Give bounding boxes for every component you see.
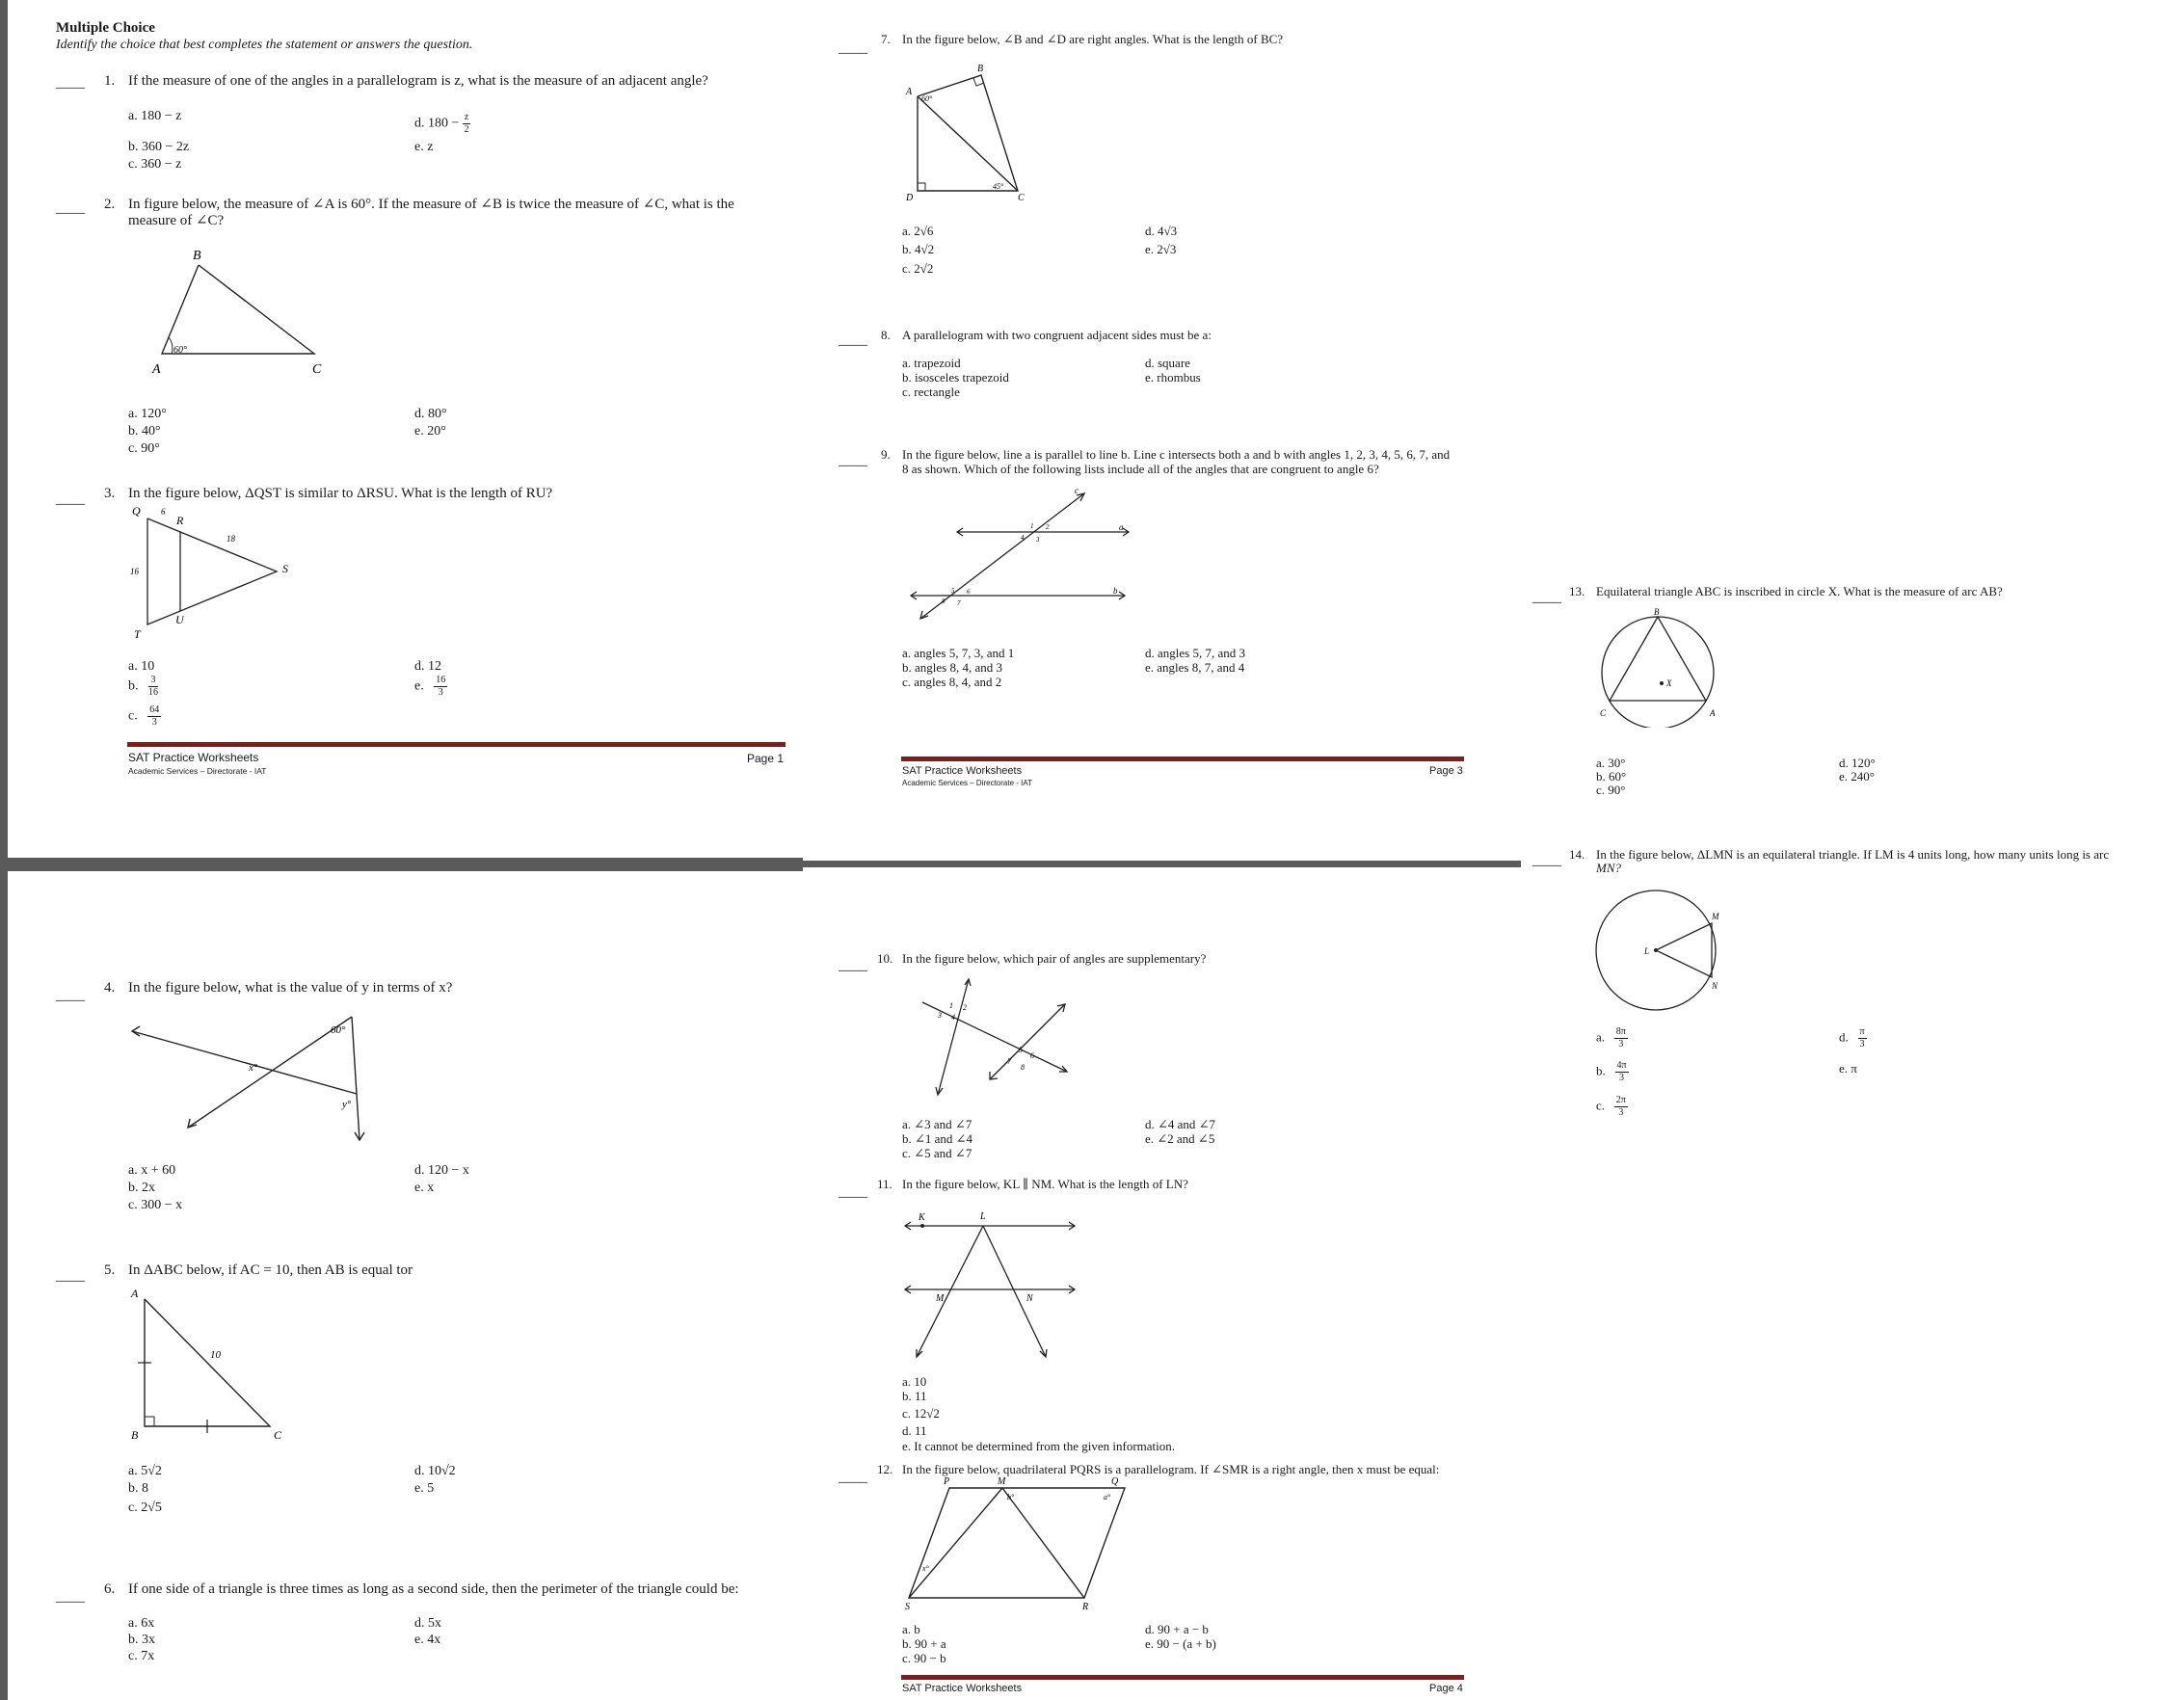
answer-blank[interactable]: ____ bbox=[839, 453, 867, 468]
choice-d[interactable]: d. 120 − x bbox=[414, 1163, 469, 1178]
angles-figure-q4 bbox=[120, 1007, 381, 1161]
question-text: If the measure of one of the angles in a parallelogram is z, what is the measure of an adjacent angle? bbox=[128, 73, 708, 89]
label-A: A bbox=[1710, 708, 1716, 718]
question-text: In the figure below, which pair of angles are supplementary? bbox=[902, 951, 1207, 966]
choice-c[interactable]: c. rectangle bbox=[902, 385, 960, 399]
inscribed-triangle-figure bbox=[1590, 607, 1725, 728]
question-text-cont: 8 as shown. Which of the following lists include all of the angles that are congruent to angle 6? bbox=[902, 462, 1379, 476]
question-number: 8. bbox=[881, 328, 891, 342]
choice-b[interactable]: b. ∠1 and ∠4 bbox=[902, 1131, 973, 1146]
choice-d[interactable]: d. 4√3 bbox=[1145, 224, 1178, 238]
question-number: 7. bbox=[881, 32, 891, 46]
choice-d[interactable]: d. 80° bbox=[414, 407, 447, 421]
angle-y: y° bbox=[342, 1099, 352, 1110]
answer-blank[interactable]: ____ bbox=[839, 1184, 867, 1200]
angle-1: 1 bbox=[949, 1001, 953, 1010]
choice-b[interactable]: b. 360 − 2z bbox=[128, 140, 190, 154]
choice-a[interactable]: a. 2√6 bbox=[902, 224, 934, 238]
triangle-figure-q2 bbox=[145, 246, 337, 381]
label-X: X bbox=[1666, 678, 1672, 688]
label-C: C bbox=[312, 362, 322, 377]
choice-c[interactable]: c. 360 − z bbox=[128, 157, 182, 172]
label-U: U bbox=[175, 613, 184, 626]
angle-5: 5 bbox=[951, 587, 955, 595]
angle-1: 1 bbox=[1030, 522, 1034, 530]
footer-subtitle: Academic Services – Directorate - IAT bbox=[902, 779, 1033, 787]
choice-d[interactable]: d. 5x bbox=[414, 1616, 441, 1631]
choice-b[interactable]: b. isosceles trapezoid bbox=[902, 370, 1009, 385]
label-line-c: c bbox=[1075, 486, 1079, 495]
choice-c[interactable]: c. 90° bbox=[1596, 783, 1626, 797]
angle-3: 3 bbox=[938, 1011, 942, 1020]
footer-title: SAT Practice Worksheets bbox=[902, 1683, 1023, 1694]
fraction: $\frac{3}{16}$ bbox=[148, 675, 158, 698]
answer-blank[interactable]: ____ bbox=[56, 1589, 85, 1605]
label-M: M bbox=[1712, 912, 1719, 921]
choice-d[interactable]: d. square bbox=[1145, 356, 1190, 370]
angle-6: 6 bbox=[1030, 1051, 1034, 1060]
label-B: B bbox=[977, 64, 984, 74]
length-16: 16 bbox=[130, 567, 139, 576]
fraction: $\frac{16}{3}$ bbox=[436, 675, 446, 698]
label-Q: Q bbox=[1111, 1476, 1119, 1487]
angle-2: 2 bbox=[963, 1003, 967, 1012]
choice-b[interactable]: b. 90 + a bbox=[902, 1636, 946, 1651]
choice-e[interactable]: e. rhombus bbox=[1145, 370, 1201, 385]
choice-a[interactable]: a. x + 60 bbox=[128, 1163, 176, 1178]
question-text-cont: measure of ∠C? bbox=[128, 213, 225, 228]
question-number: 10. bbox=[877, 951, 893, 966]
choice-d[interactable] bbox=[414, 112, 470, 136]
question-text: In ΔABC below, if AC = 10, then AB is equal tor bbox=[128, 1262, 413, 1278]
fraction: $\frac{\pi}{3}$ bbox=[1859, 1026, 1865, 1049]
answer-blank[interactable]: ____ bbox=[839, 958, 867, 973]
angle-8: 8 bbox=[1021, 1063, 1025, 1072]
label-N: N bbox=[1712, 981, 1718, 991]
page-separator-right bbox=[803, 861, 1521, 867]
choice-b[interactable]: b. 11 bbox=[902, 1389, 927, 1403]
choice-e[interactable]: e. π bbox=[1839, 1061, 1857, 1076]
choice-e[interactable]: e. ∠2 and ∠5 bbox=[1145, 1131, 1215, 1146]
choice-a[interactable]: a. trapezoid bbox=[902, 356, 961, 370]
choice-a[interactable]: a. angles 5, 7, 3, and 1 bbox=[902, 646, 1015, 660]
question-number: 6. bbox=[104, 1581, 116, 1597]
choice-a[interactable]: a. 30° bbox=[1596, 756, 1626, 770]
question-number: 12. bbox=[877, 1462, 893, 1476]
label-K: K bbox=[919, 1212, 925, 1223]
angle-45: 45° bbox=[993, 182, 1004, 191]
choice-c[interactable]: c. 300 − x bbox=[128, 1198, 183, 1212]
page-left-edge-lower bbox=[0, 869, 8, 1700]
choice-d[interactable]: d. ∠4 and ∠7 bbox=[1145, 1117, 1216, 1131]
question-text: In the figure below, ΔLMN is an equilateral triangle. If LM is 4 units long, how many units long is arc bbox=[1596, 847, 2110, 862]
angle-3: 3 bbox=[1036, 536, 1040, 544]
choice-a[interactable]: a. $\frac{8\pi}{3}$ bbox=[1596, 1026, 1626, 1049]
choice-b[interactable]: b. 40° bbox=[128, 424, 161, 438]
angle-6: 6 bbox=[967, 588, 971, 596]
choice-e[interactable]: e. 240° bbox=[1839, 769, 1875, 784]
choice-e[interactable]: e. 4x bbox=[414, 1633, 441, 1647]
choice-e[interactable]: e. 90 − (a + b) bbox=[1145, 1636, 1216, 1651]
label-D: D bbox=[906, 193, 914, 203]
footer-subtitle: Academic Services – Directorate - IAT bbox=[128, 766, 267, 776]
choice-d[interactable]: d. $\frac{\pi}{3}$ bbox=[1839, 1026, 1865, 1049]
parallel-lines-figure-q11 bbox=[901, 1205, 1094, 1368]
label-B: B bbox=[1654, 607, 1660, 617]
answer-blank[interactable]: ____ bbox=[56, 491, 85, 507]
choice-d[interactable]: d. 120° bbox=[1839, 756, 1876, 770]
footer-rule bbox=[901, 1675, 1464, 1680]
choice-b[interactable]: b. $\frac{4\pi}{3}$ bbox=[1596, 1060, 1627, 1083]
parallelogram-figure-q12 bbox=[901, 1474, 1142, 1609]
label-N: N bbox=[1026, 1293, 1033, 1304]
answer-blank[interactable]: ____ bbox=[839, 332, 867, 348]
label-line-b: b bbox=[1113, 586, 1118, 596]
angle-7: 7 bbox=[1007, 1057, 1011, 1066]
choice-b[interactable]: b. 3x bbox=[128, 1633, 155, 1647]
footer-page: Page 3 bbox=[1429, 765, 1463, 777]
answer-blank[interactable]: ____ bbox=[56, 1268, 85, 1284]
footer-page: Page 4 bbox=[1429, 1683, 1463, 1694]
question-text: In the figure below, what is the value of y in terms of x? bbox=[128, 980, 453, 996]
answer-blank[interactable]: ____ bbox=[1532, 590, 1561, 605]
question-text: In the figure below, KL ∥ NM. What is the length of LN? bbox=[902, 1177, 1188, 1191]
choice-e[interactable]: e. 2√3 bbox=[1145, 242, 1177, 256]
label-M: M bbox=[998, 1476, 1006, 1487]
choice-d-label: d. 180 − bbox=[414, 116, 460, 131]
choice-a[interactable]: a. 10 bbox=[902, 1374, 927, 1389]
question-text: In the figure below, line a is parallel to line b. Line c intersects both a and b with angles 1, 2, 3, 4, 5, 6, 7, and bbox=[902, 447, 1451, 462]
section-title: Multiple Choice bbox=[56, 20, 155, 36]
label-A: A bbox=[906, 87, 913, 97]
question-number: 4. bbox=[104, 980, 116, 996]
instructions: Identify the choice that best completes the statement or answers the question. bbox=[56, 38, 473, 52]
answer-blank[interactable]: ____ bbox=[839, 40, 867, 56]
fraction: $\frac{64}{3}$ bbox=[149, 704, 160, 728]
question-number: 13. bbox=[1569, 584, 1585, 598]
angle-60: 60° bbox=[331, 1024, 346, 1036]
choice-a[interactable]: a. 6x bbox=[128, 1616, 155, 1631]
question-number: 9. bbox=[881, 447, 891, 462]
choice-e[interactable]: e. z bbox=[414, 140, 434, 154]
question-number: 3. bbox=[104, 486, 116, 501]
fraction: $\frac{4\pi}{3}$ bbox=[1616, 1060, 1627, 1083]
choice-c[interactable]: c. 90 − b bbox=[902, 1651, 946, 1665]
label-P: P bbox=[944, 1476, 950, 1487]
angle-label: 60° bbox=[173, 345, 187, 356]
question-text: A parallelogram with two congruent adjacent sides must be a: bbox=[902, 328, 1212, 342]
label-L: L bbox=[1644, 946, 1650, 956]
choice-d[interactable]: d. 12 bbox=[414, 659, 441, 674]
question-number: 14. bbox=[1569, 847, 1585, 862]
choice-c[interactable]: c. $\frac{2\pi}{3}$ bbox=[1596, 1095, 1626, 1118]
choice-b[interactable]: b. 8 bbox=[128, 1481, 148, 1496]
length-18: 18 bbox=[226, 534, 235, 544]
footer-title: SAT Practice Worksheets bbox=[128, 751, 259, 764]
choice-b[interactable]: b. 4√2 bbox=[902, 242, 935, 256]
choice-a[interactable]: a. ∠3 and ∠7 bbox=[902, 1117, 972, 1131]
label-T: T bbox=[134, 627, 141, 641]
label-S: S bbox=[282, 562, 288, 575]
footer-rule bbox=[901, 757, 1464, 761]
circle-sector-figure bbox=[1590, 885, 1725, 1015]
choice-d[interactable]: d. 10√2 bbox=[414, 1464, 456, 1478]
choice-e[interactable]: e. It cannot be determined from the given information. bbox=[902, 1439, 1176, 1453]
question-number: 2. bbox=[104, 197, 116, 212]
choice-c[interactable]: c. 90° bbox=[128, 441, 160, 456]
angle-a: a° bbox=[1104, 1493, 1111, 1501]
angle-8: 8 bbox=[942, 598, 946, 605]
angle-x: x° bbox=[922, 1564, 929, 1573]
choice-c[interactable]: c. 2√5 bbox=[128, 1501, 162, 1515]
label-B: B bbox=[131, 1428, 139, 1441]
label-B: B bbox=[193, 249, 201, 263]
angle-2: 2 bbox=[1046, 523, 1050, 531]
angle-x: x° bbox=[249, 1062, 258, 1074]
answer-blank[interactable]: ____ bbox=[839, 1470, 867, 1485]
choice-e[interactable]: e. x bbox=[414, 1181, 435, 1195]
page-left-edge bbox=[0, 0, 8, 860]
answer-blank[interactable]: ____ bbox=[1532, 853, 1561, 868]
answer-blank[interactable]: ____ bbox=[56, 75, 85, 91]
footer-rule bbox=[127, 742, 786, 747]
choice-e[interactable]: e. angles 8, 7, and 4 bbox=[1145, 660, 1245, 675]
question-number: 5. bbox=[104, 1262, 116, 1278]
fraction: $\frac{8\pi}{3}$ bbox=[1615, 1026, 1626, 1049]
choice-b[interactable]: b. 2x bbox=[128, 1181, 155, 1195]
right-triangle-figure-q5 bbox=[125, 1282, 299, 1441]
angle-5: 5 bbox=[1019, 1046, 1023, 1054]
fraction: $\frac{z}{2}$ bbox=[464, 112, 469, 135]
quadrilateral-figure-q7 bbox=[896, 56, 1031, 210]
angle-4: 4 bbox=[951, 1013, 955, 1022]
choice-a[interactable]: a. 180 − z bbox=[128, 109, 182, 123]
transversal-figure-q10 bbox=[901, 971, 1084, 1106]
choice-a[interactable]: a. 10 bbox=[128, 659, 155, 674]
choice-e[interactable]: e. $\frac{16}{3}$ bbox=[414, 675, 446, 698]
angle-b: b° bbox=[1007, 1493, 1015, 1501]
question-text: Equilateral triangle ABC is inscribed in circle X. What is the measure of arc AB? bbox=[1596, 584, 2003, 598]
choice-c[interactable]: c. ∠5 and ∠7 bbox=[902, 1146, 972, 1160]
label-C: C bbox=[1018, 193, 1025, 203]
choice-c[interactable]: c. $\frac{64}{3}$ bbox=[128, 704, 160, 728]
choice-b[interactable]: b. $\frac{3}{16}$ bbox=[128, 675, 158, 698]
length-6: 6 bbox=[161, 507, 166, 517]
choice-d[interactable]: d. 11 bbox=[902, 1423, 927, 1438]
question-text: In the figure below, quadrilateral PQRS is a parallelogram. If ∠SMR is a right angle, then x must be equal: bbox=[902, 1462, 1440, 1476]
parallel-lines-figure-q9 bbox=[901, 482, 1132, 626]
page-separator bbox=[0, 858, 803, 871]
question-text: In the figure below, ΔQST is similar to ΔRSU. What is the length of RU? bbox=[128, 486, 553, 501]
label-L: L bbox=[980, 1211, 986, 1222]
footer-page: Page 1 bbox=[747, 752, 785, 765]
question-number: 1. bbox=[104, 73, 116, 89]
footer-title: SAT Practice Worksheets bbox=[902, 765, 1023, 777]
angle-4: 4 bbox=[1021, 534, 1025, 542]
choice-b[interactable]: b. angles 8, 4, and 3 bbox=[902, 660, 1002, 675]
choice-b[interactable]: b. 60° bbox=[1596, 769, 1627, 784]
label-C: C bbox=[274, 1428, 282, 1441]
label-R: R bbox=[1082, 1602, 1089, 1609]
question-text-cont: MN? bbox=[1596, 861, 1621, 875]
angle-7: 7 bbox=[957, 599, 961, 607]
question-text: In figure below, the measure of ∠A is 60°. If the measure of ∠B is twice the measure of ∠C, what is the bbox=[128, 197, 734, 212]
question-text: In the figure below, ∠B and ∠D are right angles. What is the length of BC? bbox=[902, 32, 1284, 46]
label-A: A bbox=[152, 362, 161, 377]
choice-d[interactable]: d. 90 + a − b bbox=[1145, 1622, 1209, 1636]
label-C: C bbox=[1600, 708, 1607, 718]
choice-d[interactable]: d. angles 5, 7, and 3 bbox=[1145, 646, 1245, 660]
answer-blank[interactable]: ____ bbox=[56, 988, 85, 1003]
label-Q: Q bbox=[132, 504, 141, 518]
label-A: A bbox=[131, 1287, 139, 1300]
choice-a[interactable]: a. 120° bbox=[128, 407, 167, 421]
choice-e[interactable]: e. 20° bbox=[414, 424, 446, 438]
choice-c[interactable]: c. 2√2 bbox=[902, 261, 934, 276]
choice-c[interactable]: c. 12√2 bbox=[902, 1406, 940, 1421]
question-text: If one side of a triangle is three times as long as a second side, then the perimeter of the triangle could be: bbox=[128, 1581, 739, 1597]
label-M: M bbox=[936, 1293, 945, 1304]
choice-e[interactable]: e. 5 bbox=[414, 1481, 435, 1496]
choice-a[interactable]: a. b bbox=[902, 1622, 920, 1636]
label-R: R bbox=[176, 514, 184, 527]
answer-blank[interactable]: ____ bbox=[56, 200, 85, 216]
label-S: S bbox=[905, 1602, 910, 1609]
choice-c[interactable]: c. 7x bbox=[128, 1649, 155, 1663]
angle-60: 60° bbox=[921, 94, 933, 103]
fraction: $\frac{2\pi}{3}$ bbox=[1615, 1095, 1626, 1118]
question-number: 11. bbox=[877, 1177, 892, 1191]
similar-triangles-figure bbox=[120, 503, 313, 643]
choice-a[interactable]: a. 5√2 bbox=[128, 1464, 162, 1478]
length-10: 10 bbox=[210, 1349, 221, 1361]
choice-c[interactable]: c. angles 8, 4, and 2 bbox=[902, 675, 1002, 689]
label-line-a: a bbox=[1119, 522, 1124, 532]
